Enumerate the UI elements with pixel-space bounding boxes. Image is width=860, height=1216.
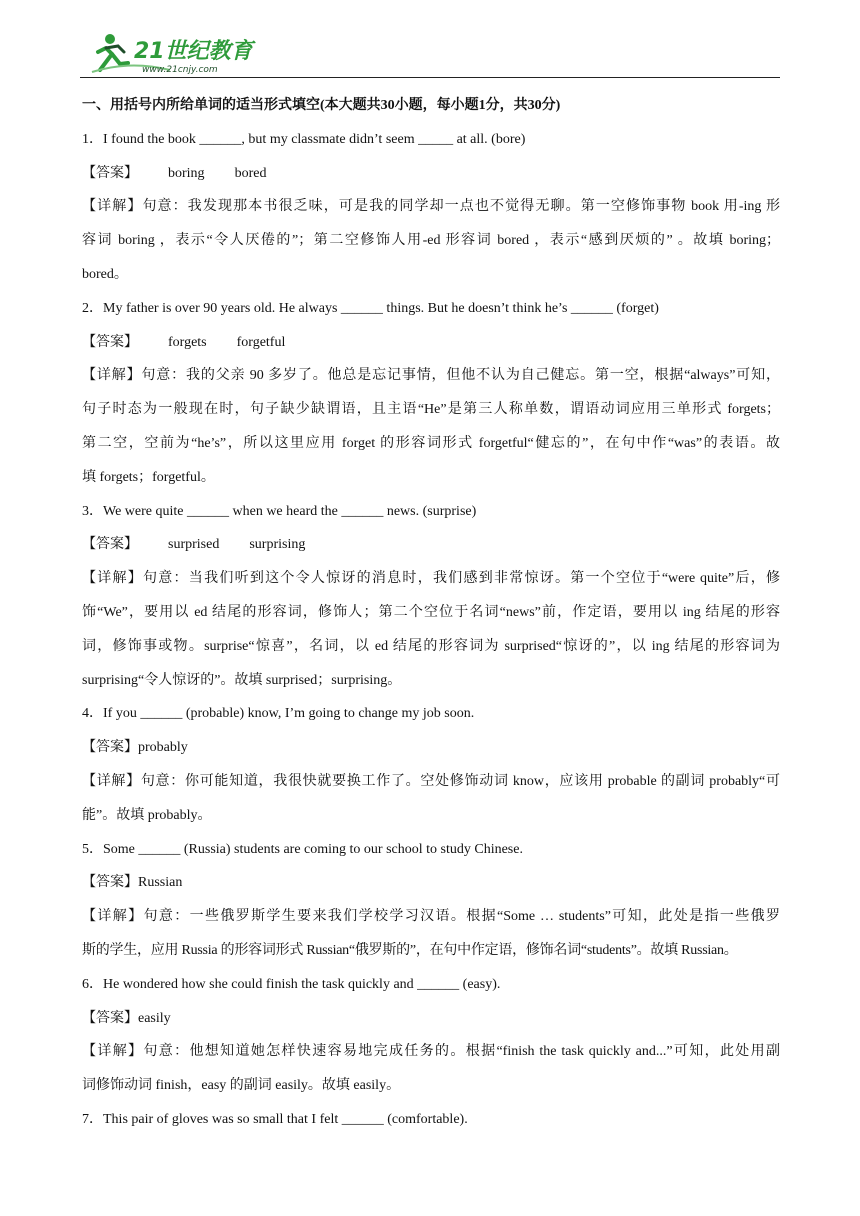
explanation-line: surprising“令人惊讶的”。故填 surprised；surprising。 xyxy=(82,672,402,688)
explanation-line: 填 forgets；forgetful。 xyxy=(82,469,215,485)
explanation-line: 容词 boring ，表示“令人厌倦的”；第二空修饰人用-ed 形容词 bored ，表示“感到厌烦的” 。故填 boring； xyxy=(82,233,780,249)
explanation-line: 句子时态为一般现在时，句子缺少缺谓语，且主语“He”是第三人称单数，谓语动词应用三单形式 forgets； xyxy=(82,402,780,418)
question-stem: 2．My father is over 90 years old. He always ______ things. But he doesn’t think he’s ______ (forget) xyxy=(82,300,659,316)
answer-label: 【答案】 xyxy=(82,1010,138,1026)
answer-value: forgets xyxy=(168,334,207,350)
explanation-line: 词修饰动词 finish，easy 的副词 easily。故填 easily。 xyxy=(82,1078,401,1094)
answer-line xyxy=(82,1002,780,1036)
document-body xyxy=(82,89,780,1137)
explanation-line: 【详解】句意：我的父亲 90 多岁了。他总是忘记事情，但他不认为自己健忘。第一空，根据“always”可知， xyxy=(82,368,780,384)
question-stem: 5．Some ______ (Russia) students are coming to our school to study Chinese. xyxy=(82,841,523,857)
answer-line xyxy=(82,326,780,360)
answer-label: 【答案】 xyxy=(82,875,138,891)
answer-value: boring xyxy=(168,165,205,181)
answer-label: 【答案】 xyxy=(82,537,138,553)
answer-value: bored xyxy=(234,165,267,181)
explanation-line: 【详解】句意：你可能知道，我很快就要换工作了。空处修饰动词 know，应该用 probable 的副词 probably“可 xyxy=(82,773,780,789)
answer-label: 【答案】 xyxy=(82,740,138,756)
explanation-line: 【详解】句意：当我们听到这个令人惊讶的消息时，我们感到非常惊讶。第一个空位于“were quite”后，修 xyxy=(82,571,780,587)
answer-line xyxy=(82,866,780,900)
logo-url: www.21cnjy.com xyxy=(142,65,218,75)
explanation-line: 能”。故填 probably。 xyxy=(82,807,212,823)
question-stem: 3．We were quite ______ when we heard the ______ news. (surprise) xyxy=(82,503,477,519)
explanation-line: 【详解】句意：我发现那本书很乏味，可是我的同学却一点也不觉得无聊。第一空修饰事物 book 用-ing 形 xyxy=(82,199,780,215)
answer-value: surprising xyxy=(249,537,306,553)
answer-value: easily xyxy=(138,1010,171,1026)
answer-label: 【答案】 xyxy=(82,165,138,181)
explanation-line: 斯的学生，应用 Russia 的形容词形式 Russian“俄罗斯的”，在句中作定语，修饰名词“students”。故填 Russian。 xyxy=(82,942,738,958)
answer-line xyxy=(82,528,780,562)
answer-label: 【答案】 xyxy=(82,334,138,350)
header-rule xyxy=(80,77,780,78)
explanation-line: 【详解】句意：他想知道她怎样快速容易地完成任务的。根据“finish the task quickly and...”可知，此处用副 xyxy=(82,1044,780,1060)
explanation-line: 第二空，空前为“he’s”，所以这里应用 forget 的形容词形式 forgetful“健忘的”，在句中作“was”的表语。故 xyxy=(82,435,780,451)
answer-line xyxy=(82,157,780,191)
logo-text: 21世纪教育 xyxy=(134,39,253,64)
explanation-line: bored。 xyxy=(82,266,128,282)
answer-value: surprised xyxy=(168,537,220,553)
question-stem: 6．He wondered how she could finish the task quickly and ______ (easy). xyxy=(82,976,501,992)
explanation-line: 【详解】句意：一些俄罗斯学生要来我们学校学习汉语。根据“Some … students”可知，此处是指一些俄罗 xyxy=(82,909,780,925)
question-stem: 4．If you ______ (probable) know, I’m going to change my job soon. xyxy=(82,706,475,722)
question-stem: 7．This pair of gloves was so small that I felt ______ (comfortable). xyxy=(82,1111,468,1127)
question-stem: 1．I found the book ______, but my classmate didn’t seem _____ at all. (bore) xyxy=(82,131,526,147)
explanation-line: 饰“We”，要用以 ed 结尾的形容词，修饰人；第二个空位于名词“news”前，作定语，要用以 ing 结尾的形容 xyxy=(82,604,780,620)
answer-value: probably xyxy=(138,740,188,756)
section-title: 一、用括号内所给单词的适当形式填空(本大题共30小题，每小题1分，共30分) xyxy=(82,98,561,113)
explanation-line: 词，修饰事或物。surprise“惊喜”，名词，以 ed 结尾的形容词为 surprised“惊讶的”，以 ing 结尾的形容词为 xyxy=(82,638,780,654)
answer-line xyxy=(82,731,780,765)
answer-value: forgetful xyxy=(236,334,286,350)
answer-value: Russian xyxy=(138,875,183,891)
page-header xyxy=(80,30,780,78)
logo-21cnjy xyxy=(90,30,260,76)
